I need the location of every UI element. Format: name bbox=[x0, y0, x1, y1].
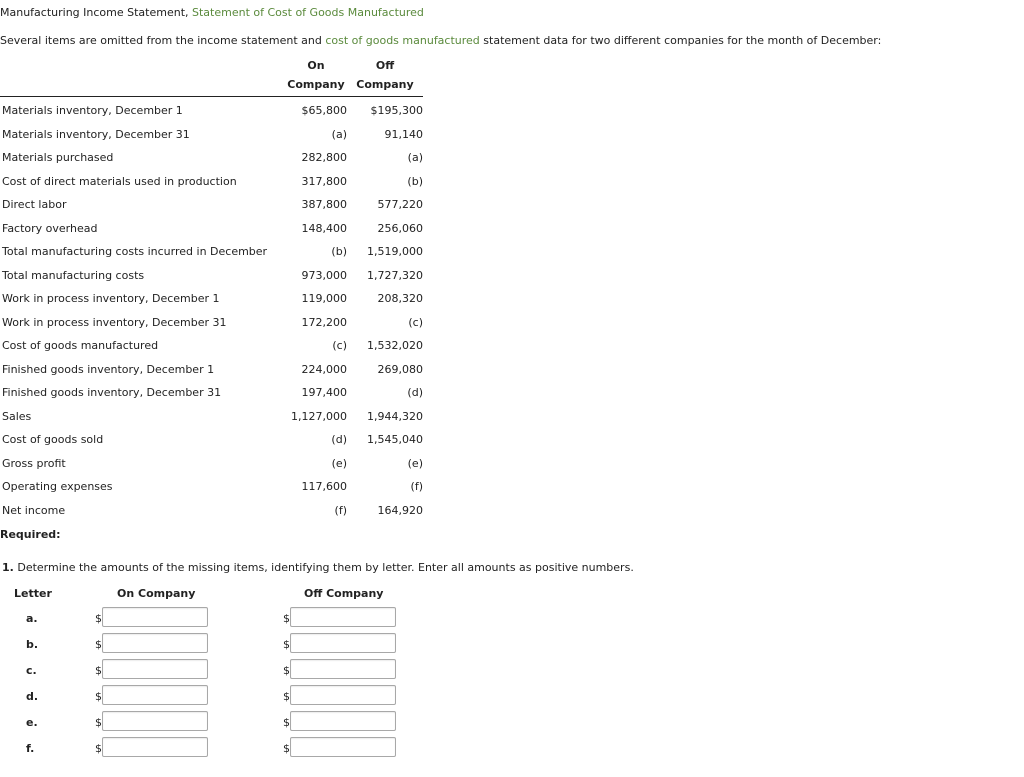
on-dollar-sign: $ bbox=[95, 638, 102, 651]
page-title bbox=[0, 6, 424, 19]
table-row bbox=[0, 264, 423, 288]
col-on-line2: Company bbox=[285, 75, 347, 97]
row-label: Materials inventory, December 1 bbox=[2, 104, 183, 118]
intro-link[interactable]: cost of goods manufactured bbox=[325, 34, 480, 47]
table-row bbox=[0, 475, 423, 499]
off-company-value: (c) bbox=[408, 315, 423, 329]
question-number: 1. bbox=[2, 561, 14, 574]
col-off-line2: Company bbox=[347, 75, 423, 97]
row-label: Direct labor bbox=[2, 198, 67, 212]
on-company-value: 282,800 bbox=[301, 151, 347, 165]
on-company-input-f[interactable] bbox=[102, 737, 208, 757]
off-company-input-c[interactable] bbox=[290, 659, 396, 679]
table-row bbox=[0, 97, 423, 123]
on-company-value: (a) bbox=[331, 127, 347, 141]
table-row bbox=[0, 428, 423, 452]
col-on-line1: On bbox=[307, 59, 325, 72]
off-company-value: 91,140 bbox=[384, 127, 423, 141]
on-company-value: 148,400 bbox=[301, 221, 347, 235]
on-company-value: 172,200 bbox=[301, 315, 347, 329]
on-company-input-d[interactable] bbox=[102, 685, 208, 705]
table-row bbox=[0, 170, 423, 194]
row-label: Cost of goods sold bbox=[2, 433, 104, 447]
on-company-value: 119,000 bbox=[301, 292, 347, 306]
table-row bbox=[0, 405, 423, 429]
row-label: Operating expenses bbox=[2, 480, 113, 494]
header-spacer bbox=[0, 75, 285, 97]
on-company-value: 197,400 bbox=[301, 386, 347, 400]
off-dollar-sign: $ bbox=[283, 612, 290, 625]
answer-letter: b. bbox=[26, 638, 39, 651]
off-company-value: 1,727,320 bbox=[367, 268, 423, 282]
off-company-value: (f) bbox=[410, 480, 423, 494]
off-company-input-a[interactable] bbox=[290, 607, 396, 627]
answer-letter: c. bbox=[26, 664, 37, 677]
data-table bbox=[0, 56, 423, 522]
on-dollar-sign: $ bbox=[95, 664, 102, 677]
on-company-value: 973,000 bbox=[301, 268, 347, 282]
table-row bbox=[0, 146, 423, 170]
on-company-value: 224,000 bbox=[301, 362, 347, 376]
answer-off-header: Off Company bbox=[304, 587, 384, 600]
on-dollar-sign: $ bbox=[95, 690, 102, 703]
row-label: Total manufacturing costs incurred in December bbox=[2, 245, 268, 259]
off-company-value: 1,944,320 bbox=[367, 409, 423, 423]
answer-letter: f. bbox=[26, 742, 35, 755]
off-dollar-sign: $ bbox=[283, 638, 290, 651]
off-dollar-sign: $ bbox=[283, 742, 290, 755]
on-company-value: 117,600 bbox=[301, 480, 347, 494]
off-company-value: 1,545,040 bbox=[367, 433, 423, 447]
answer-letter-header: Letter bbox=[14, 587, 52, 600]
off-company-value: 1,532,020 bbox=[367, 339, 423, 353]
off-company-value: 256,060 bbox=[377, 221, 423, 235]
on-company-value: (b) bbox=[331, 245, 347, 259]
off-company-value: (e) bbox=[407, 456, 423, 470]
on-company-input-a[interactable] bbox=[102, 607, 208, 627]
on-company-input-b[interactable] bbox=[102, 633, 208, 653]
table-row bbox=[0, 311, 423, 335]
on-company-value: (c) bbox=[332, 339, 347, 353]
row-label: Factory overhead bbox=[2, 221, 98, 235]
table-row bbox=[0, 123, 423, 147]
question-text bbox=[2, 561, 634, 574]
on-company-input-e[interactable] bbox=[102, 711, 208, 731]
title-link[interactable]: Statement of Cost of Goods Manufactured bbox=[192, 6, 424, 19]
header-spacer bbox=[0, 56, 285, 75]
answer-on-header: On Company bbox=[117, 587, 196, 600]
table-row bbox=[0, 334, 423, 358]
intro-before: Several items are omitted from the income statement and bbox=[0, 34, 322, 47]
off-company-value: $195,300 bbox=[370, 104, 423, 118]
on-company-value: $65,800 bbox=[301, 104, 347, 118]
off-company-value: (a) bbox=[407, 151, 423, 165]
table-row bbox=[0, 452, 423, 476]
on-company-value: (e) bbox=[331, 456, 347, 470]
on-company-value: (f) bbox=[334, 503, 347, 517]
row-label: Materials inventory, December 31 bbox=[2, 127, 190, 141]
row-label: Materials purchased bbox=[2, 151, 114, 165]
row-label: Work in process inventory, December 31 bbox=[2, 315, 227, 329]
on-company-input-c[interactable] bbox=[102, 659, 208, 679]
intro-after: statement data for two different companies for the month of December: bbox=[483, 34, 882, 47]
table-row bbox=[0, 287, 423, 311]
off-dollar-sign: $ bbox=[283, 716, 290, 729]
table-row bbox=[0, 499, 423, 523]
row-label: Cost of goods manufactured bbox=[2, 339, 159, 353]
row-label: Gross profit bbox=[2, 456, 66, 470]
table-row bbox=[0, 193, 423, 217]
table-row bbox=[0, 217, 423, 241]
off-company-value: 1,519,000 bbox=[367, 245, 423, 259]
answer-letter: e. bbox=[26, 716, 38, 729]
row-label: Net income bbox=[2, 503, 66, 517]
off-company-value: 269,080 bbox=[377, 362, 423, 376]
off-dollar-sign: $ bbox=[283, 664, 290, 677]
table-row bbox=[0, 381, 423, 405]
answer-letter: d. bbox=[26, 690, 39, 703]
on-dollar-sign: $ bbox=[95, 742, 102, 755]
off-company-input-b[interactable] bbox=[290, 633, 396, 653]
row-label: Work in process inventory, December 1 bbox=[2, 292, 220, 306]
on-company-value: 387,800 bbox=[301, 198, 347, 212]
on-dollar-sign: $ bbox=[95, 612, 102, 625]
off-company-value: (b) bbox=[407, 174, 423, 188]
off-company-value: 164,920 bbox=[377, 503, 423, 517]
answer-letter: a. bbox=[26, 612, 38, 625]
table-row bbox=[0, 358, 423, 382]
intro-text bbox=[0, 34, 881, 47]
title-text: Manufacturing Income Statement, bbox=[0, 6, 189, 19]
off-company-value: 208,320 bbox=[377, 292, 423, 306]
off-company-value: 577,220 bbox=[377, 198, 423, 212]
required-heading: Required: bbox=[0, 528, 61, 541]
off-company-input-d[interactable] bbox=[290, 685, 396, 705]
row-label: Sales bbox=[2, 409, 32, 423]
row-label: Finished goods inventory, December 1 bbox=[2, 362, 215, 376]
row-label: Finished goods inventory, December 31 bbox=[2, 386, 222, 400]
off-company-input-f[interactable] bbox=[290, 737, 396, 757]
off-company-input-e[interactable] bbox=[290, 711, 396, 731]
off-dollar-sign: $ bbox=[283, 690, 290, 703]
on-company-value: 317,800 bbox=[301, 174, 347, 188]
question-body: Determine the amounts of the missing items, identifying them by letter. Enter all amounts as positive numbers. bbox=[17, 561, 634, 574]
row-label: Total manufacturing costs bbox=[2, 268, 145, 282]
on-company-value: 1,127,000 bbox=[291, 409, 347, 423]
off-company-value: (d) bbox=[407, 386, 423, 400]
table-row bbox=[0, 240, 423, 264]
on-dollar-sign: $ bbox=[95, 716, 102, 729]
on-company-value: (d) bbox=[331, 433, 347, 447]
row-label: Cost of direct materials used in production bbox=[2, 174, 237, 188]
col-off-line1: Off bbox=[375, 59, 395, 72]
